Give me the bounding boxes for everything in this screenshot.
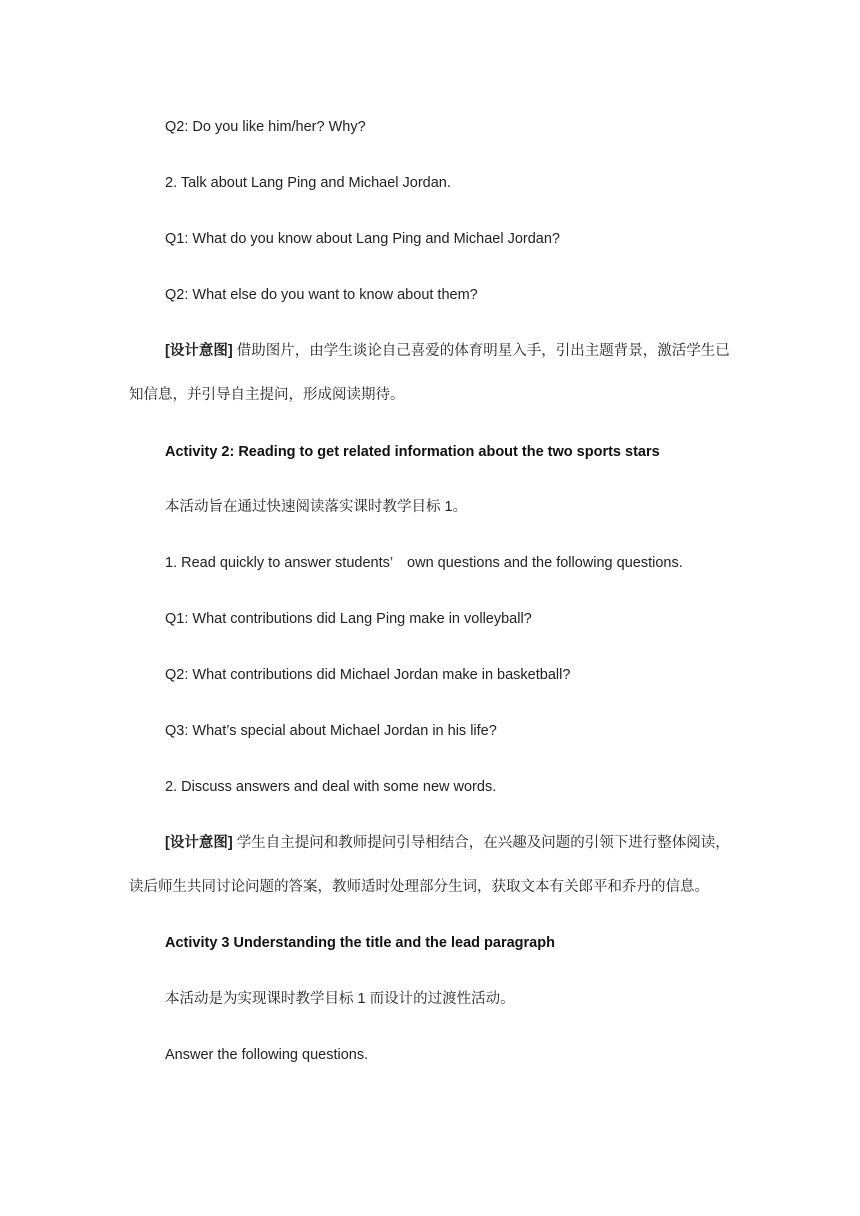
question-q2-else: Q2: What else do you want to know about them? (165, 287, 478, 303)
design-intent-text: 学生自主提问和教师提问引导相结合，在兴趣及问题的引领下进行整体阅读， (236, 835, 730, 851)
instruction-answer-questions: Answer the following questions. (165, 1047, 369, 1063)
design-intent-2-line-2: 读后师生共同讨论问题的答案，教师适时处理部分生词，获取文本有关郎平和乔丹的信息。 (129, 879, 709, 895)
design-intent-label: [设计意图] (165, 343, 233, 359)
question-q1-know: Q1: What do you know about Lang Ping and Michael Jordan? (165, 231, 560, 247)
design-intent-1-line-2: 知信息，并引导自主提问，形成阅读期待。 (129, 387, 405, 403)
question-q2-like: Q2: Do you like him/her? Why? (165, 119, 366, 135)
question-q3-special: Q3: What’s special about Michael Jordan in his life? (165, 723, 497, 739)
question-q1-contributions: Q1: What contributions did Lang Ping make in volleyball? (165, 611, 532, 627)
design-intent-text: 借助图片，由学生谈论自己喜爱的体育明星入手，引出主题背景，激活学生已 (236, 343, 730, 359)
design-intent-label: [设计意图] (165, 835, 233, 851)
item-read-quickly: 1. Read quickly to answer students’ own questions and the following questions. (165, 555, 683, 571)
item-discuss-answers: 2. Discuss answers and deal with some new words. (165, 779, 497, 795)
question-q2-contributions: Q2: What contributions did Michael Jordan make in basketball? (165, 667, 571, 683)
design-intent-1-line-1 (165, 341, 750, 361)
item-talk-about: 2. Talk about Lang Ping and Michael Jordan. (165, 175, 451, 191)
activity-3-intro: 本活动是为实现课时教学目标 1 而设计的过渡性活动。 (165, 991, 515, 1007)
activity-2-heading: Activity 2: Reading to get related information about the two sports stars (165, 444, 660, 460)
design-intent-2-line-1 (165, 833, 750, 853)
activity-3-heading: Activity 3 Understanding the title and the lead paragraph (165, 935, 555, 951)
activity-2-intro: 本活动旨在通过快速阅读落实课时教学目标 1。 (165, 499, 468, 515)
